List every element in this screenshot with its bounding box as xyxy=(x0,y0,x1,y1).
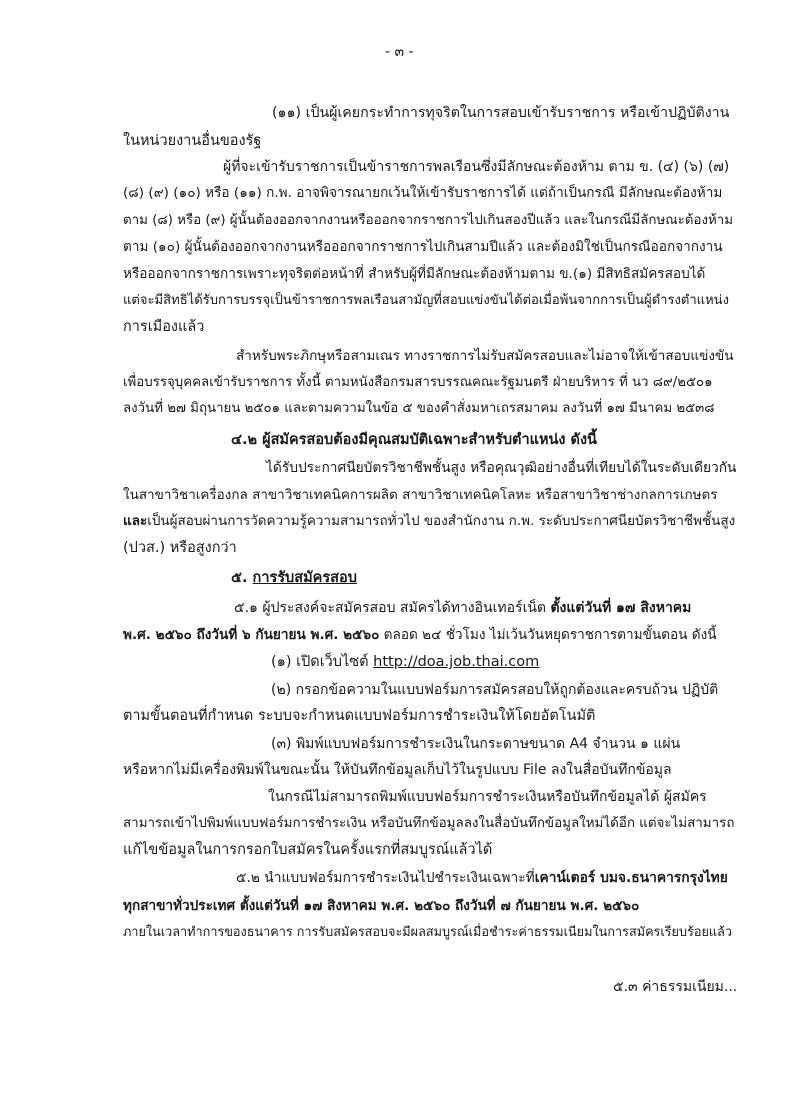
payment-5-2-line-3: ภายในเวลาทำการของธนาคาร การรับสมัครสอบจะมีผลสมบูรณ์เมื่อชำระค่าธรรมเนียมในการสมัครเรียบร้อยแล้ว xyxy=(123,924,732,939)
apply-end-date: พ.ศ. ๒๕๖๐ ถึงวันที่ ๖ กันยายน พ.ศ. ๒๕๖๐ xyxy=(123,627,380,643)
step-2-line-2: ตามขั้นตอนที่กำหนด ระบบจะกำหนดแบบฟอร์มการชำระเงินให้โดยอัตโนมัติ xyxy=(123,708,596,724)
section-4-2-heading: ๔.๒ ผู้สมัครสอบต้องมีคุณสมบัติเฉพาะสำหรับตำแหน่ง ดังนี้ xyxy=(231,432,597,448)
qualification-line-3-text: เป็นผู้สอบผ่านการวัดความรู้ความสามารถทั่วไป ของสำนักงาน ก.พ. ระดับประกาศนียบัตรวิชาชีพชั้นสูง xyxy=(147,513,736,529)
step-2-line-1: (๒) กรอกข้อความในแบบฟอร์มการสมัครสอบให้ถูกต้องและครบถ้วน ปฏิบัติ xyxy=(271,682,719,698)
payment-5-2-line-2: ทุกสาขาทั่วประเทศ ตั้งแต่วันที่ ๑๗ สิงหาคม พ.ศ. ๒๕๖๐ ถึงวันที่ ๗ กันยายน พ.ศ. ๒๕๖๐ xyxy=(123,898,640,914)
page-number: - ๓ - xyxy=(385,44,414,60)
step-1-line xyxy=(271,652,539,672)
qualification-line-2: ในสาขาวิชาเครื่องกล สาขาวิชาเทคนิคการผลิต สาขาวิชาเทคนิคโลหะ หรือสาขาวิชาช่างกลการเกษตร xyxy=(123,487,718,503)
fallback-line-1: ในกรณีไม่สามารถพิมพ์แบบฟอร์มการชำระเงินหรือบันทึกข้อมูลได้ ผู้สมัคร xyxy=(268,789,707,805)
para-exemption-line-4: ตาม (๑๐) ผู้นั้นต้องออกจากงานหรือออกจากราชการไปเกินสามปีแล้ว และต้องมิใช่เป็นกรณีออกจากงาน xyxy=(123,239,723,255)
para-exemption-line-7: การเมืองแล้ว xyxy=(123,319,205,335)
continuation-5-3: ๕.๓ ค่าธรรมเนียม... xyxy=(613,979,738,995)
para-monks-line-3: ลงวันที่ ๒๗ มิถุนายน ๒๕๐๑ และตามความในข้อ ๕ ของคำสั่งมหาเถรสมาคม ลงวันที่ ๑๗ มีนาคม ๒๕๓๘ xyxy=(123,401,715,416)
website-link[interactable]: http://doa.job.thai.com xyxy=(373,654,540,670)
payment-5-2-text: ๕.๒ นำแบบฟอร์มการชำระเงินไปชำระเงินเฉพาะที่ xyxy=(236,870,535,886)
para-exemption-line-6: แต่จะมีสิทธิได้รับการบรรจุเป็นข้าราชการพลเรือนสามัญที่สอบแข่งขันได้ต่อเมื่อพ้นจากการเป็นผู้ดำรงตำแหน่ง xyxy=(123,293,729,308)
apply-5-1-text: ๕.๑ ผู้ประสงค์จะสมัครสอบ สมัครได้ทางอินเทอร์เน็ต xyxy=(234,600,551,616)
section-5-heading xyxy=(231,568,357,588)
payment-bank-counter: เคาน์เตอร์ บมจ.ธนาคารกรุงไทย xyxy=(534,870,728,886)
fallback-line-2: สามารถเข้าไปพิมพ์แบบฟอร์มการชำระเงิน หรือบันทึกข้อมูลลงในสื่อบันทึกข้อมูลใหม่ได้อีก แต่จะไม่สามารถ xyxy=(123,816,735,831)
qualification-line-3 xyxy=(123,511,735,531)
apply-5-1-line-1 xyxy=(234,598,691,618)
step-3-line-2: หรือหากไม่มีเครื่องพิมพ์ในขณะนั้น ให้บันทึกข้อมูลเก็บไว้ในรูปแบบ File ลงในสื่อบันทึกข้อมูล xyxy=(123,762,672,778)
qualification-line-4: (ปวส.) หรือสูงกว่า xyxy=(123,540,237,556)
apply-start-date: ตั้งแต่วันที่ ๑๗ สิงหาคม xyxy=(550,600,692,616)
apply-5-1-rest: ตลอด ๒๔ ชั่วโมง ไม่เว้นวันหยุดราชการตามขั้นตอน ดังนี้ xyxy=(379,627,717,643)
qualification-line-1: ได้รับประกาศนียบัตรวิชาชีพชั้นสูง หรือคุณวุฒิอย่างอื่นที่เทียบได้ในระดับเดียวกัน xyxy=(266,460,737,476)
para-exemption-line-1: ผู้ที่จะเข้ารับราชการเป็นข้าราชการพลเรือนซึ่งมีลักษณะต้องห้าม ตาม ข. (๔) (๖) (๗) xyxy=(223,159,730,175)
step-3-line-1: (๓) พิมพ์แบบฟอร์มการชำระเงินในกระดาษขนาด A4 จำนวน ๑ แผ่น xyxy=(271,736,681,752)
step-1-text: (๑) เปิดเว็บไซต์ xyxy=(271,654,374,670)
para-exemption-line-3: ตาม (๘) หรือ (๙) ผู้นั้นต้องออกจากงานหรือออกจากราชการไปเกินสองปีแล้ว และในกรณีมีลักษณะต้องห้าม xyxy=(123,213,734,228)
para-monks-line-1: สำหรับพระภิกษุหรือสามเณร ทางราชการไม่รับสมัครสอบและไม่อาจให้เข้าสอบแข่งขัน xyxy=(236,348,734,364)
payment-5-2-line-1 xyxy=(236,868,728,888)
fallback-line-3: แก้ไขข้อมูลในการกรอกใบสมัครในครั้งแรกที่สมบูรณ์แล้วได้ xyxy=(123,842,493,858)
section-5-number: ๕. xyxy=(231,570,248,586)
para-exemption-line-5: หรือออกจากราชการเพราะทุจริตต่อหน้าที่ สำหรับผู้ที่มีลักษณะต้องห้ามตาม ข.(๑) มีสิทธิสมัครสอบได้ xyxy=(123,266,706,282)
para-monks-line-2: เพื่อบรรจุบุคคลเข้ารับราชการ ทั้งนี้ ตามหนังสือกรมสารบรรณคณะรัฐมนตรี ฝ่ายบริหาร ที่ นว ๘๙/๒๕๐๑ xyxy=(123,375,713,390)
item-11-line-1: (๑๑) เป็นผู้เคยกระทำการทุจริตในการสอบเข้ารับราชการ หรือเข้าปฏิบัติงาน xyxy=(272,105,730,121)
qualification-and-word: และ xyxy=(123,513,148,529)
apply-5-1-line-2 xyxy=(123,625,717,645)
section-5-title: การรับสมัครสอบ xyxy=(252,570,357,586)
para-exemption-line-2: (๘) (๙) (๑๐) หรือ (๑๑) ก.พ. อาจพิจารณายกเว้นให้เข้ารับราชการได้ แต่ถ้าเป็นกรณี มีลักษณะต้องห้าม xyxy=(123,185,723,201)
item-11-line-2: ในหน่วยงานอื่นของรัฐ xyxy=(123,133,262,149)
